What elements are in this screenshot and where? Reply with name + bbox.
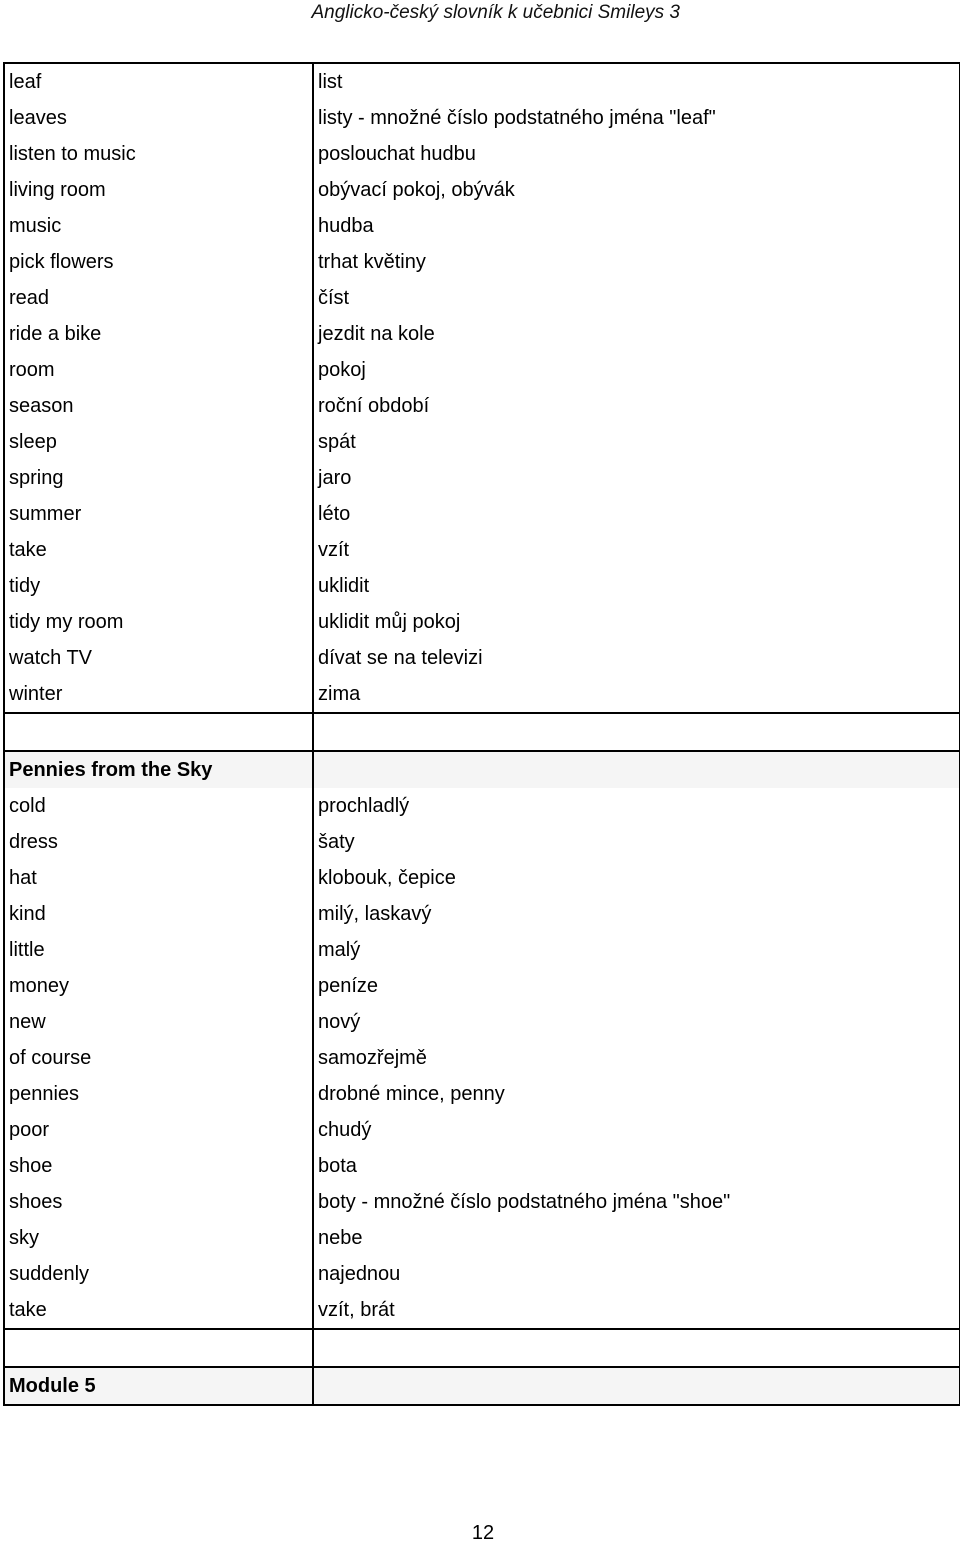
page-number: 12 — [471, 1522, 495, 1544]
czech-translation: jaro — [313, 460, 960, 496]
czech-translation: obývací pokoj, obývák — [313, 172, 960, 208]
english-word: new — [4, 1004, 313, 1040]
table-row — [4, 172, 960, 208]
table-row — [4, 1004, 960, 1040]
czech-translation: nebe — [313, 1220, 960, 1256]
czech-translation: malý — [313, 932, 960, 968]
english-word: pick flowers — [4, 244, 313, 280]
czech-translation: trhat květiny — [313, 244, 960, 280]
czech-translation: zima — [313, 676, 960, 713]
table-row — [4, 860, 960, 896]
table-row — [4, 532, 960, 568]
english-word: money — [4, 968, 313, 1004]
czech-translation: vzít — [313, 532, 960, 568]
czech-translation: chudý — [313, 1112, 960, 1148]
section-header-row — [4, 1367, 960, 1405]
table-row — [4, 460, 960, 496]
table-row — [4, 932, 960, 968]
czech-translation: šaty — [313, 824, 960, 860]
section-3-body — [4, 1367, 960, 1405]
english-word: sky — [4, 1220, 313, 1256]
table-row — [4, 896, 960, 932]
english-word: spring — [4, 460, 313, 496]
table-row — [4, 316, 960, 352]
english-word: shoe — [4, 1148, 313, 1184]
english-word: leaf — [4, 63, 313, 100]
table-row — [4, 1220, 960, 1256]
czech-translation: dívat se na televizi — [313, 640, 960, 676]
english-word: pennies — [4, 1076, 313, 1112]
czech-translation: nový — [313, 1004, 960, 1040]
spacer-body — [4, 713, 960, 751]
table-row — [4, 568, 960, 604]
table-row — [4, 244, 960, 280]
czech-translation: vzít, brát — [313, 1292, 960, 1329]
blank-row — [4, 713, 960, 751]
english-word: hat — [4, 860, 313, 896]
english-word: listen to music — [4, 136, 313, 172]
czech-translation: listy - množné číslo podstatného jména "leaf" — [313, 100, 960, 136]
czech-translation: klobouk, čepice — [313, 860, 960, 896]
table-row — [4, 352, 960, 388]
english-word: read — [4, 280, 313, 316]
english-word: room — [4, 352, 313, 388]
english-word: take — [4, 532, 313, 568]
czech-translation: milý, laskavý — [313, 896, 960, 932]
english-word: winter — [4, 676, 313, 713]
english-word: sleep — [4, 424, 313, 460]
section-title: Pennies from the Sky — [4, 751, 313, 788]
table-row — [4, 604, 960, 640]
table-row — [4, 1184, 960, 1220]
czech-translation: uklidit můj pokoj — [313, 604, 960, 640]
blank-row — [4, 1329, 960, 1367]
table-row — [4, 496, 960, 532]
vocabulary-table — [3, 62, 960, 1406]
czech-translation: léto — [313, 496, 960, 532]
table-row — [4, 1040, 960, 1076]
english-word: dress — [4, 824, 313, 860]
english-word: little — [4, 932, 313, 968]
english-word: watch TV — [4, 640, 313, 676]
czech-translation: jezdit na kole — [313, 316, 960, 352]
table-row — [4, 424, 960, 460]
english-word: tidy my room — [4, 604, 313, 640]
czech-translation: list — [313, 63, 960, 100]
table-row — [4, 63, 960, 100]
english-word: tidy — [4, 568, 313, 604]
table-row — [4, 1076, 960, 1112]
czech-translation: číst — [313, 280, 960, 316]
english-word: ride a bike — [4, 316, 313, 352]
english-word: leaves — [4, 100, 313, 136]
table-row — [4, 788, 960, 824]
english-word: living room — [4, 172, 313, 208]
table-row — [4, 100, 960, 136]
table-row — [4, 1112, 960, 1148]
czech-translation: drobné mince, penny — [313, 1076, 960, 1112]
table-row — [4, 1292, 960, 1329]
english-word: shoes — [4, 1184, 313, 1220]
table-row — [4, 1148, 960, 1184]
page-header-title: Anglicko-český slovník k učebnici Smileys 3 — [311, 2, 680, 23]
czech-translation: prochladlý — [313, 788, 960, 824]
section-2-body — [4, 751, 960, 1329]
czech-translation: roční období — [313, 388, 960, 424]
table-row — [4, 208, 960, 244]
czech-translation: uklidit — [313, 568, 960, 604]
table-row — [4, 676, 960, 713]
english-word: cold — [4, 788, 313, 824]
czech-translation: spát — [313, 424, 960, 460]
english-word: suddenly — [4, 1256, 313, 1292]
czech-translation: peníze — [313, 968, 960, 1004]
table-row — [4, 824, 960, 860]
czech-translation: bota — [313, 1148, 960, 1184]
english-word: kind — [4, 896, 313, 932]
english-word: poor — [4, 1112, 313, 1148]
spacer-body — [4, 1329, 960, 1367]
table-row — [4, 968, 960, 1004]
table-row — [4, 388, 960, 424]
english-word: summer — [4, 496, 313, 532]
czech-translation: poslouchat hudbu — [313, 136, 960, 172]
czech-translation: hudba — [313, 208, 960, 244]
section-1-body — [4, 63, 960, 713]
english-word: music — [4, 208, 313, 244]
english-word: take — [4, 1292, 313, 1329]
table-row — [4, 640, 960, 676]
czech-translation: pokoj — [313, 352, 960, 388]
table-row — [4, 1256, 960, 1292]
table-row — [4, 280, 960, 316]
czech-translation: samozřejmě — [313, 1040, 960, 1076]
table-row — [4, 136, 960, 172]
czech-translation: najednou — [313, 1256, 960, 1292]
section-header-row — [4, 751, 960, 788]
english-word: of course — [4, 1040, 313, 1076]
czech-translation: boty - množné číslo podstatného jména "shoe" — [313, 1184, 960, 1220]
english-word: season — [4, 388, 313, 424]
section-title: Module 5 — [4, 1367, 313, 1405]
